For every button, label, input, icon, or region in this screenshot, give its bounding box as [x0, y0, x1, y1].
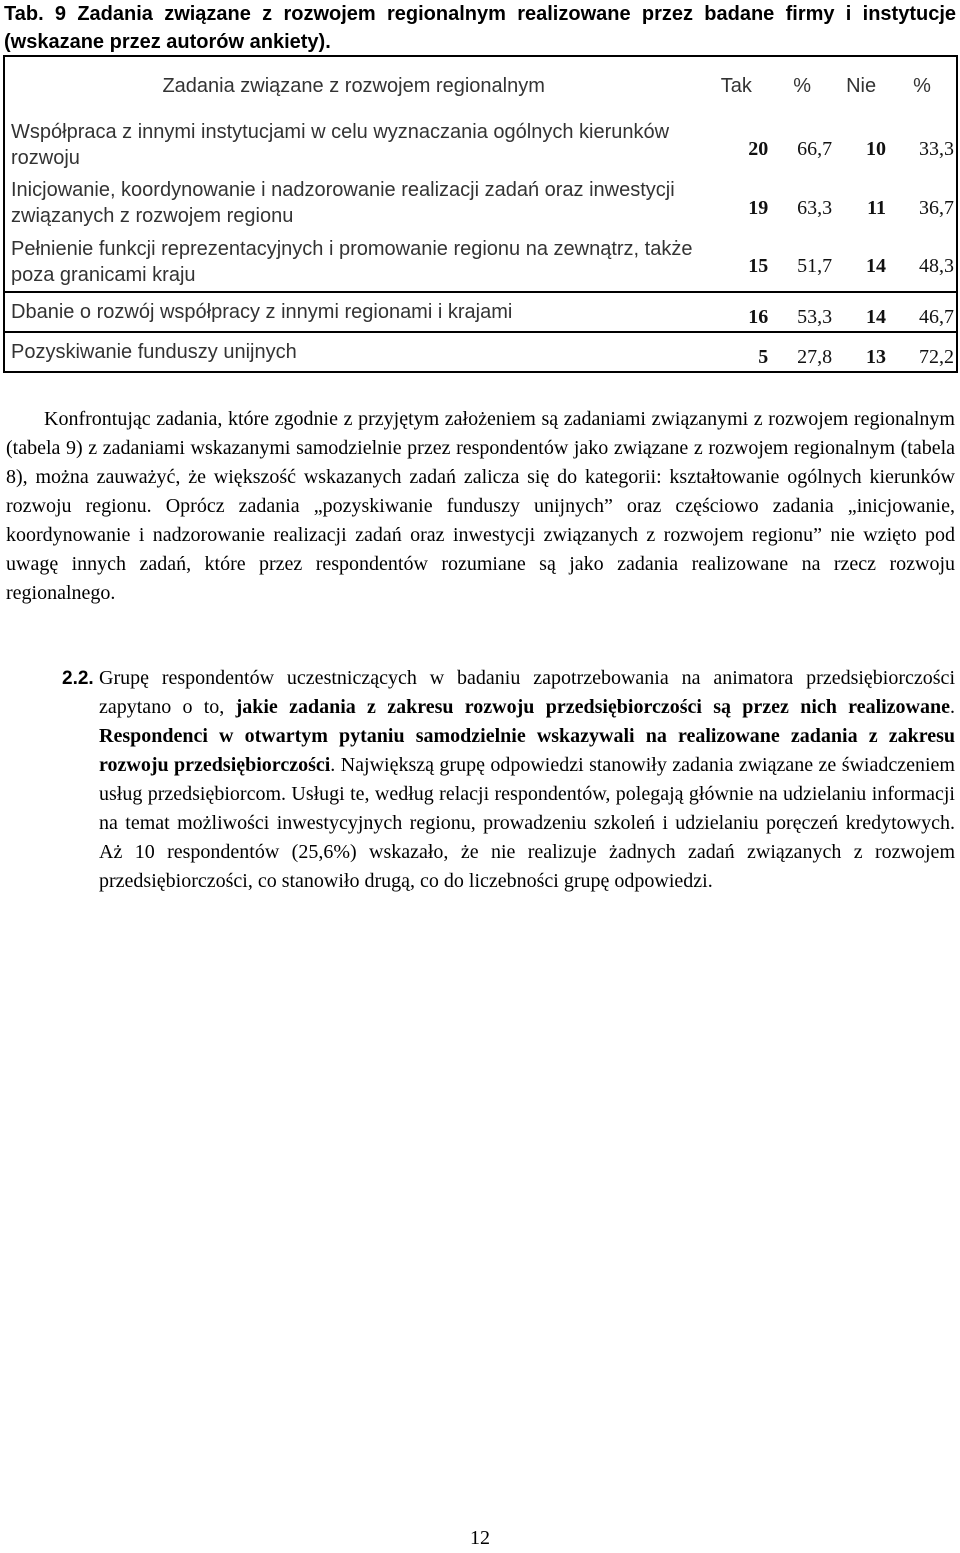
body-paragraph: Konfrontując zadania, które zgodnie z przyjętym założeniem są zadaniami związanymi z rozwojem regionalnym (tabela 9) z zadaniami wskazanymi samodzielnie przez respondentów jako związane z rozwojem regionalnym (tabela 8), można zauważyć, że większość wskazanych zadań zalicza się do kategorii: kształtowanie ogólnych kierunków rozwoju regionu. Oprócz zadania „pozyskiwanie funduszy unijnych” oraz częściowo zadania „inicjowanie, koordynowanie i nadzorowanie realizacji zadań oraz inwestycji związanych z rozwojem regionu” nie wzięto pod uwagę innych zadań, które przez respondentów rozumiane są jako zadania realizowane na rzecz rozwoju regionalnego. [6, 408, 955, 604]
table-row [4, 115, 957, 174]
tak-percent-cell: 51,7 [797, 255, 833, 277]
nie-cell: 14 [834, 292, 888, 332]
section-bold-question: jakie zadania z zakresu rozwoju przedsiębiorczości są przez nich realizowane [235, 696, 950, 718]
tak-percent-cell: 63,3 [797, 196, 833, 219]
header-tak: Tak [720, 74, 752, 97]
table-row [4, 332, 957, 372]
page-number: 12 [470, 1527, 490, 1549]
tak-cell: 19 [748, 196, 769, 219]
header-nie-percent: % [913, 74, 931, 97]
tak-cell: 20 [748, 138, 769, 160]
table-row [4, 292, 957, 332]
nie-percent-cell: 36,7 [919, 196, 954, 219]
tasks-table [3, 55, 958, 373]
nie-percent-cell: 33,3 [919, 138, 954, 160]
tak-cell: 5 [702, 332, 770, 372]
nie-percent-cell: 48,3 [919, 255, 954, 277]
tak-cell: 15 [748, 255, 769, 277]
task-cell: Inicjowanie, koordynowanie i nadzorowanie realizacji zadań oraz inwestycji związanych z rozwojem regionu [11, 179, 675, 227]
tak-percent-cell: 27,8 [770, 332, 834, 372]
section-text: . Największą grupę odpowiedzi stanowiły zadania związane ze świadczeniem usług przedsiębiorcom. Usługi te, według relacji respondentów, polegają głównie na udzielaniu informacji na temat możliwości inwestycyjnych regionu, prowadzeniu szkoleń i udzielaniu poręczeń kredytowych. Aż 10 respondentów (25,6%) wskazało, że nie realizuje żadnych zadań związanych z rozwojem przedsiębiorczości, co stanowiło drugą, co do liczebności grupę odpowiedzi. [99, 754, 955, 892]
table-header-row [4, 56, 957, 115]
section-text: . [950, 696, 955, 718]
section-bold-statement: Respondenci w otwartym pytaniu samodzielnie wskazywali na realizowane zadania z zakresu rozwoju przedsiębiorczości [99, 725, 955, 776]
nie-cell: 14 [866, 255, 887, 277]
tak-percent-cell: 66,7 [797, 138, 833, 160]
nie-cell: 11 [867, 196, 887, 219]
task-cell: Pozyskiwanie funduszy unijnych [4, 332, 702, 372]
section-paragraph [99, 664, 955, 896]
nie-cell: 13 [834, 332, 888, 372]
task-cell: Współpraca z innymi instytucjami w celu wyznaczania ogólnych kierunków rozwoju [11, 120, 670, 169]
section-text: Grupę respondentów uczestniczących w badaniu zapotrzebowania na animatora przedsiębiorczości zapytano o to, [99, 667, 955, 718]
nie-percent-cell: 46,7 [888, 292, 957, 332]
tak-cell: 16 [702, 292, 770, 332]
tak-percent-cell: 53,3 [770, 292, 834, 332]
task-cell: Dbanie o rozwój współpracy z innymi regionami i krajami [4, 292, 702, 332]
section-number: 2.2. [62, 668, 94, 689]
table-row [4, 232, 957, 292]
task-cell: Pełnienie funkcji reprezentacyjnych i promowanie regionu na zewnątrz, także poza granicami kraju [11, 237, 693, 286]
table-row [4, 174, 957, 232]
nie-percent-cell: 72,2 [888, 332, 957, 372]
header-task: Zadania związane z rozwojem regionalnym [162, 74, 545, 97]
header-tak-percent: % [793, 74, 812, 97]
nie-cell: 10 [866, 138, 887, 160]
table-caption: Tab. 9 Zadania związane z rozwojem regionalnym realizowane przez badane firmy i instytucje (wskazane przez autorów ankiety). [4, 3, 956, 53]
header-nie: Nie [846, 74, 877, 97]
